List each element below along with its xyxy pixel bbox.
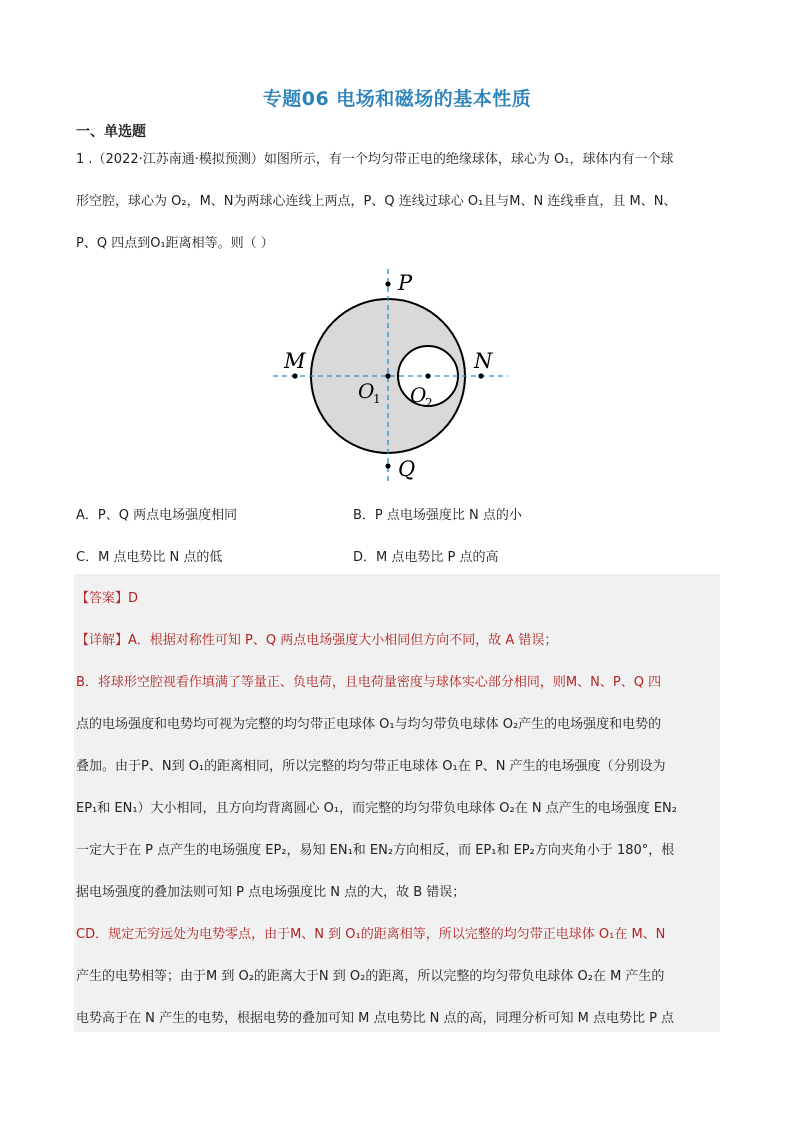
detail-label: 【详解】 (76, 633, 129, 648)
point-Q (385, 463, 390, 468)
section-heading: 一、单选题 (76, 124, 146, 140)
answer-label: 【答案】 (76, 591, 129, 606)
label-O1: O (358, 379, 375, 403)
point-N (478, 373, 483, 378)
label-M: M (284, 349, 306, 373)
label-Q: Q (398, 457, 416, 481)
detail-line: 点的电场强度和电势均可视为完整的均匀带正电球体 O₁与均匀带负电球体 O₂产生的电场强度和电势的 (76, 717, 662, 732)
detail-line: EP₁和 EN₁）大小相同，且方向均背离圆心 O₁，而完整的均匀带负电球体 O₂在 N 点产生的电场强度 EN₂ (76, 801, 677, 816)
label-O1-sub: 1 (373, 392, 381, 406)
point-M (292, 373, 297, 378)
detail-line: B．将球形空腔视看作填满了等量正、负电荷，且电荷量密度与球体实心部分相同，则M、N、P、Q 四 (76, 675, 662, 690)
detail-line: 据电场强度的叠加法则可知 P 点电场强度比 N 点的大，故 B 错误； (76, 885, 466, 900)
label-O2-sub: 2 (425, 396, 433, 410)
option-B: B．P 点电场强度比 N 点的小 (353, 508, 522, 523)
question-line: 1 .（2022·江苏南通·模拟预测）如图所示，有一个均匀带正电的绝缘球体，球心为 O₁，球体内有一个球 (76, 152, 674, 167)
point-O2 (425, 373, 430, 378)
label-O2: O (410, 383, 427, 407)
detail-row (76, 629, 716, 648)
label-N: N (474, 349, 493, 373)
option-C: C．M 点电势比 N 点的低 (76, 550, 223, 565)
point-O1 (385, 373, 390, 378)
page-title: 专题06 电场和磁场的基本性质 (262, 88, 532, 110)
point-P (385, 281, 390, 286)
detail-line: 产生的电势相等；由于M 到 O₂的距离大于N 到 O₂的距离，所以完整的均匀带负电球体 O₂在 M 产生的 (76, 969, 665, 984)
label-P: P (398, 271, 413, 295)
option-D: D．M 点电势比 P 点的高 (353, 550, 499, 565)
detail-line: A．根据对称性可知 P、Q 两点电场强度大小相同但方向不同，故 A 错误； (128, 633, 558, 648)
sphere-diagram (265, 265, 525, 485)
detail-line: 电势高于在 N 产生的电势，根据电势的叠加可知 M 点电势比 N 点的高，同理分析可知 M 点电势比 P 点 (76, 1011, 675, 1026)
detail-line: 叠加。由于P、N到 O₁的距离相同，所以完整的均匀带正电球体 O₁在 P、N 产生的电场强度（分别设为 (76, 759, 666, 774)
detail-line: CD．规定无穷远处为电势零点，由于M、N 到 O₁的距离相等，所以完整的均匀带正电球体 O₁在 M、N (76, 927, 666, 942)
question-text (76, 139, 720, 265)
question-line: P、Q 四点到O₁距离相等。则（ ） (76, 236, 274, 251)
option-A: A．P、Q 两点电场强度相同 (76, 508, 238, 523)
question-line: 形空腔，球心为 O₂，M、N为两球心连线上两点，P、Q 连线过球心 O₁且与M、N 连线垂直，且 M、N、 (76, 194, 677, 209)
detail-line: 一定大于在 P 点产生的电场强度 EP₂，易知 EN₁和 EN₂方向相反，而 EP₁和 EP₂方向夹角小于 180°，根 (76, 843, 675, 858)
answer-value: D (128, 591, 139, 606)
answer-row (76, 587, 716, 606)
